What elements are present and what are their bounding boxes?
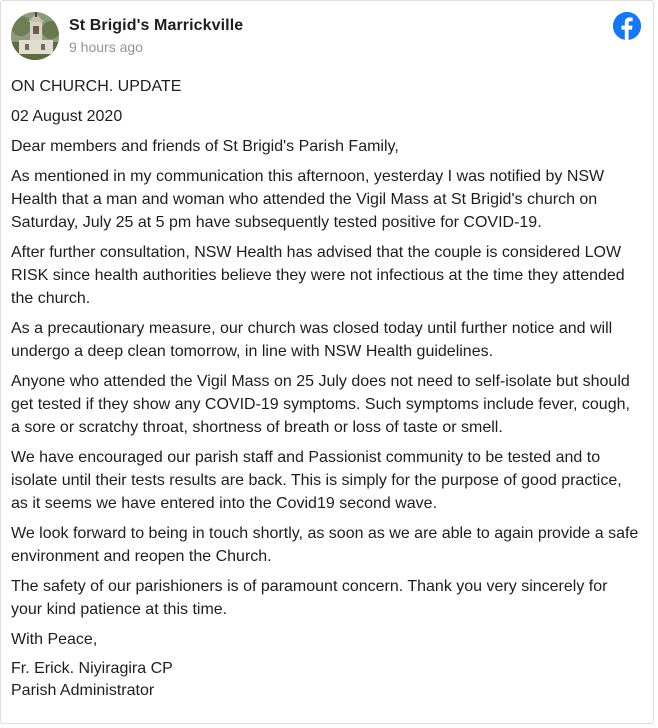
signature-name: Fr. Erick. Niyiragira CP bbox=[11, 660, 173, 677]
signature-block bbox=[11, 658, 641, 702]
post-paragraph: We have encouraged our parish staff and Passionist community to be tested and to isolate until their tests results are back. This is simply for the purpose of good practice, as it seems we have entered into the Covid19 second wave. bbox=[11, 449, 622, 512]
post-paragraph: As mentioned in my communication this afternoon, yesterday I was notified by NSW Health that a man and woman who attended the Vigil Mass at St Brigid's church on Saturday, July 25 at 5 pm have subsequently tested positive for COVID-19. bbox=[11, 168, 605, 231]
post-paragraph: As a precautionary measure, our church was closed today until further notice and will undergo a deep clean tomorrow, in line with NSW Health guidelines. bbox=[11, 320, 613, 360]
post-paragraph: Dear members and friends of St Brigid's Parish Family, bbox=[11, 138, 399, 155]
post-paragraph: We look forward to being in touch shortly, as soon as we are able to again provide a safe environment and reopen the Church. bbox=[11, 525, 639, 565]
church-avatar[interactable] bbox=[11, 12, 59, 60]
signature-title: Parish Administrator bbox=[11, 682, 155, 699]
post-paragraph: After further consultation, NSW Health has advised that the couple is considered LOW RISK since health authorities believe they were not infectious at the time they attended the church. bbox=[11, 244, 625, 307]
post-paragraph: 02 August 2020 bbox=[11, 108, 123, 125]
post-paragraph: ON CHURCH. UPDATE bbox=[11, 78, 182, 95]
facebook-icon[interactable] bbox=[613, 12, 641, 40]
post-paragraph: With Peace, bbox=[11, 631, 98, 648]
post-header bbox=[11, 12, 643, 62]
post-paragraph: Anyone who attended the Vigil Mass on 25 July does not need to self-isolate but should get tested if they show any COVID-19 symptoms. Such symptoms include fever, cough, a sore or scratchy throat, shortness of breath or loss of taste or smell. bbox=[11, 373, 630, 436]
post-timestamp[interactable]: 9 hours ago bbox=[69, 39, 143, 55]
page-name[interactable]: St Brigid's Marrickville bbox=[69, 17, 244, 34]
post-body bbox=[11, 75, 641, 702]
post-paragraph: The safety of our parishioners is of paramount concern. Thank you very sincerely for your kind patience at this time. bbox=[11, 578, 608, 618]
